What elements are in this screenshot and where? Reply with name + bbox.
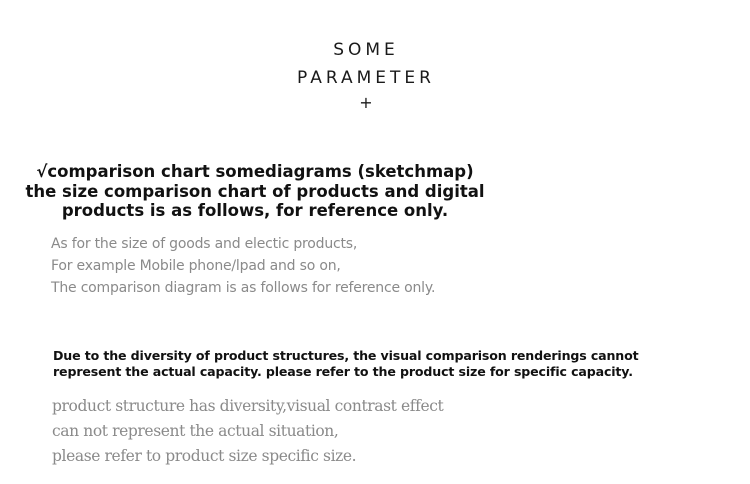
- structure-note-line: please refer to product size specific size.: [52, 447, 357, 465]
- size-note: [51, 233, 435, 299]
- diversity-notice-line: Due to the diversity of product structures, the visual comparison renderings cannot: [53, 348, 639, 363]
- structure-note-line: product structure has diversity,visual contrast effect: [52, 397, 444, 415]
- plus-icon: +: [359, 93, 373, 112]
- structure-note: [52, 394, 443, 469]
- size-note-line: For example Mobile phone/lpad and so on,: [51, 258, 341, 274]
- header-title-line-2: PARAMETER: [297, 68, 435, 88]
- size-note-line: The comparison diagram is as follows for reference only.: [51, 280, 436, 296]
- comparison-title-line: the size comparison chart of products and digital: [25, 181, 485, 201]
- diversity-notice-line: represent the actual capacity. please refer to the product size for specific capacity.: [53, 363, 633, 379]
- header-title-line-1: SOME: [333, 40, 399, 60]
- comparison-title-line: products is as follows, for reference only.: [61, 201, 449, 220]
- size-note-line: As for the size of goods and electic products,: [51, 236, 358, 252]
- structure-note-line: can not represent the actual situation,: [52, 422, 339, 440]
- diversity-notice: [53, 348, 639, 379]
- comparison-title-line: √comparison chart somediagrams (sketchmap): [36, 162, 474, 181]
- parameter-header: [0, 36, 732, 114]
- comparison-chart-title: [14, 162, 496, 221]
